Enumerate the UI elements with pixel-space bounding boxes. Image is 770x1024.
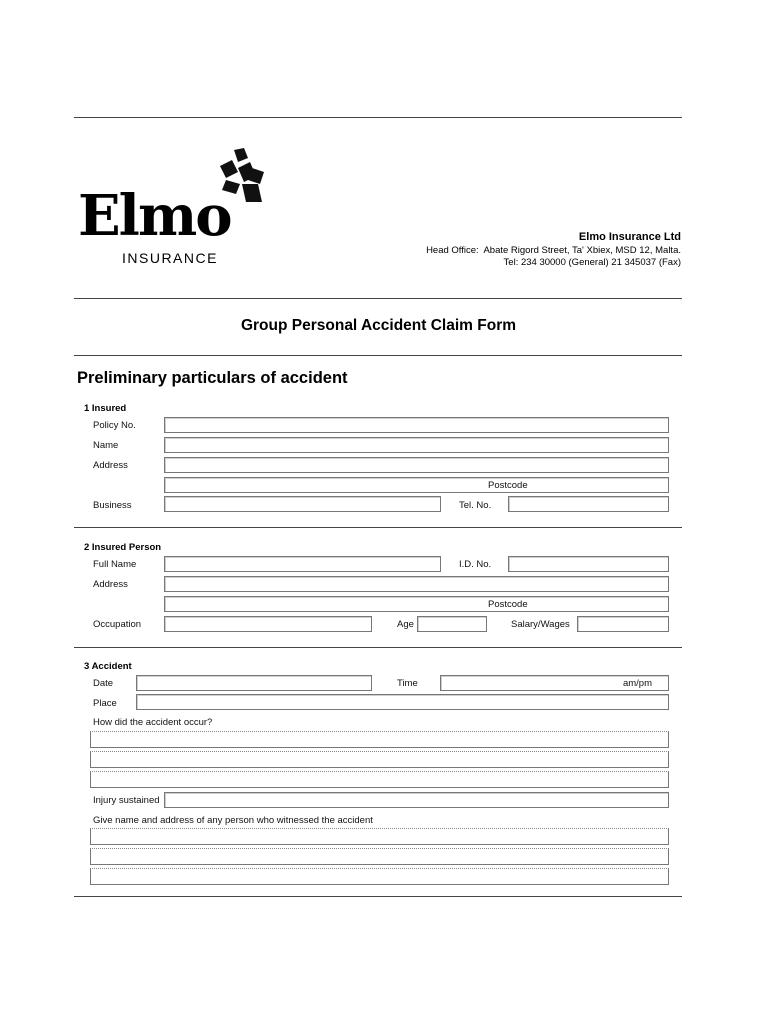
section-accident: 3 Accident: [84, 661, 132, 672]
id-no-field[interactable]: [508, 556, 669, 572]
age-field[interactable]: [417, 616, 487, 632]
address-label: Address: [93, 460, 128, 471]
witness-label: Give name and address of any person who witnessed the accident: [93, 815, 373, 826]
full-name-field[interactable]: [164, 556, 441, 572]
section-2-rule: [74, 647, 682, 648]
age-label: Age: [397, 619, 414, 630]
injury-label: Injury sustained: [93, 795, 160, 806]
form-title: Group Personal Accident Claim Form: [240, 317, 517, 334]
header-rule: [74, 298, 682, 299]
section-insured: 1 Insured: [84, 403, 127, 414]
how-line-2[interactable]: [90, 751, 669, 768]
full-name-label: Full Name: [93, 559, 137, 570]
person-address-label: Address: [93, 579, 128, 590]
head-office: Head Office: Abate Rigord Street, Ta' Xbiex, MSD 12, Malta.: [426, 245, 681, 256]
witness-line-2[interactable]: [90, 848, 669, 865]
tel-no-label: Tel. No.: [459, 500, 492, 511]
witness-line-1[interactable]: [90, 828, 669, 845]
business-label: Business: [93, 500, 132, 511]
id-no-label: I.D. No.: [459, 559, 492, 570]
policy-no-field[interactable]: [164, 417, 669, 433]
tel-no-field[interactable]: [508, 496, 669, 512]
date-field[interactable]: [136, 675, 372, 691]
company-name: Elmo Insurance Ltd: [578, 231, 681, 243]
person-postcode-field[interactable]: [164, 596, 669, 612]
business-field[interactable]: [164, 496, 441, 512]
occupation-label: Occupation: [93, 619, 142, 630]
section-heading: Preliminary particulars of accident: [77, 369, 348, 387]
postcode-label: Postcode: [488, 480, 528, 491]
how-line-1[interactable]: [90, 731, 669, 748]
person-postcode-label: Postcode: [488, 599, 528, 610]
policy-no-label: Policy No.: [93, 420, 136, 431]
name-field[interactable]: [164, 437, 669, 453]
place-label: Place: [93, 698, 117, 709]
logo-subtitle: INSURANCE: [122, 250, 218, 266]
name-label: Name: [93, 440, 119, 451]
title-rule: [74, 355, 682, 356]
how-label: How did the accident occur?: [93, 717, 213, 728]
occupation-field[interactable]: [164, 616, 372, 632]
time-label: Time: [397, 678, 418, 689]
telephone: Tel: 234 30000 (General) 21 345037 (Fax): [503, 257, 681, 268]
person-address-field[interactable]: [164, 576, 669, 592]
witness-line-3[interactable]: [90, 868, 669, 885]
salary-field[interactable]: [577, 616, 669, 632]
time-field[interactable]: [440, 675, 669, 691]
ampm-label: am/pm: [622, 678, 652, 689]
logo-wordmark: Elmo: [78, 183, 231, 249]
bottom-rule: [74, 896, 682, 897]
salary-label: Salary/Wages: [511, 619, 570, 630]
section-insured-person: 2 Insured Person: [84, 542, 162, 553]
address-field[interactable]: [164, 457, 669, 473]
section-1-rule: [74, 527, 682, 528]
how-line-3[interactable]: [90, 771, 669, 788]
postcode-field[interactable]: [164, 477, 669, 493]
date-label: Date: [93, 678, 114, 689]
place-field[interactable]: [136, 694, 669, 710]
injury-field[interactable]: [164, 792, 669, 808]
elmo-logo: [78, 148, 278, 273]
top-rule: [74, 117, 682, 118]
